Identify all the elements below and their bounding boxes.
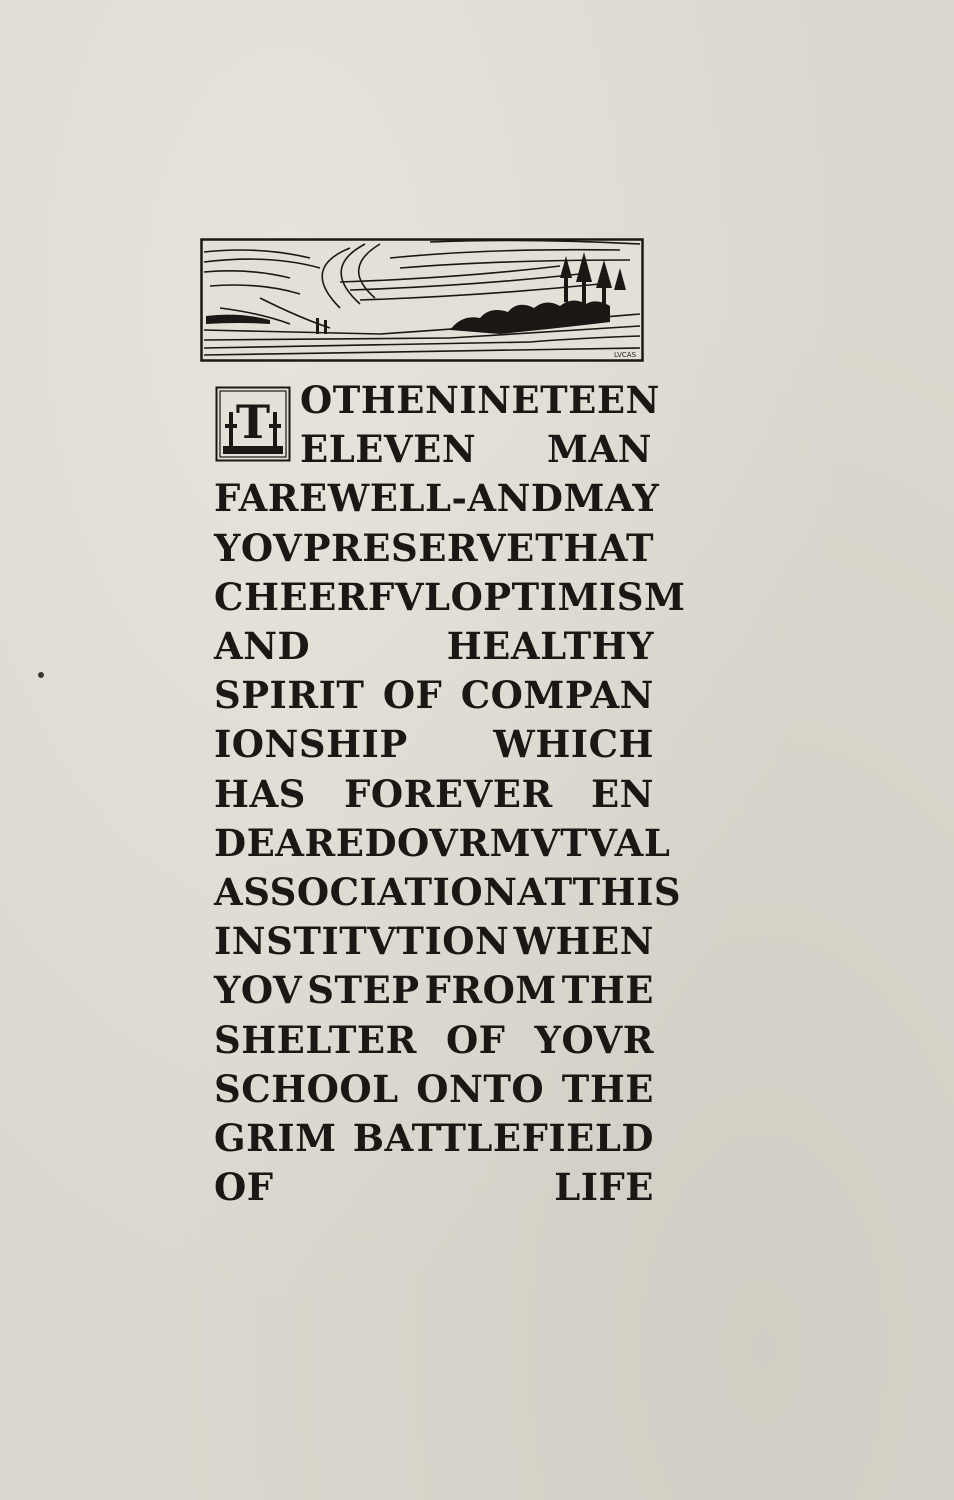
text-word: O xyxy=(300,378,333,422)
text-line xyxy=(214,919,654,963)
text-word: THIS xyxy=(572,870,682,914)
text-word: YOV xyxy=(214,968,303,1013)
text-word: THE xyxy=(561,968,654,1013)
text-word: AND xyxy=(214,624,311,668)
text-word: LIFE xyxy=(554,1165,654,1210)
text-word: NINETEEN xyxy=(424,378,660,422)
text-word: YOV xyxy=(214,525,303,570)
initial-letter-text: T xyxy=(235,395,271,449)
text-line xyxy=(214,772,654,816)
text-word: BATTLEFIELD xyxy=(352,1116,654,1160)
text-word: HEALTHY xyxy=(446,624,654,668)
text-line xyxy=(214,1067,654,1111)
text-word: ONTO xyxy=(416,1066,545,1111)
text-word: CHEERFVL xyxy=(214,574,451,619)
text-word: DEARED xyxy=(214,820,398,865)
text-word: WHICH xyxy=(493,722,654,767)
text-word: FROM xyxy=(424,968,557,1013)
text-word: OF xyxy=(445,1017,506,1062)
text-word: FOREVER xyxy=(344,771,553,816)
text-word: ASSOCIATION xyxy=(214,870,518,914)
text-word: OF xyxy=(214,1165,274,1210)
text-word: WHEN xyxy=(513,919,654,964)
landscape-woodcut-illustration xyxy=(200,238,644,362)
text-line xyxy=(214,526,654,570)
text-line xyxy=(214,624,654,668)
text-word: SCHOOL xyxy=(214,1066,399,1111)
text-word: YOVR xyxy=(534,1017,654,1062)
text-word: PRESERVE xyxy=(302,525,535,570)
decorative-initial-letter xyxy=(215,386,291,462)
text-word: THAT xyxy=(535,525,654,570)
text-word: IONSHIP xyxy=(214,722,408,767)
text-line xyxy=(214,968,654,1012)
text-line xyxy=(214,870,682,914)
text-word: SHELTER xyxy=(214,1017,417,1062)
text-word: AT xyxy=(517,870,573,914)
text-word: OPTIMISM xyxy=(450,574,686,619)
text-word: MAY xyxy=(563,476,660,521)
text-word: THE xyxy=(332,378,425,422)
text-word: MAN xyxy=(547,427,652,472)
text-line xyxy=(214,820,671,865)
text-word: MVTVAL xyxy=(489,820,671,865)
text-word: OF xyxy=(382,673,443,718)
text-word: STEP xyxy=(307,968,420,1013)
text-word: HAS xyxy=(214,771,306,816)
text-line xyxy=(214,1018,654,1062)
ink-speck xyxy=(38,672,44,678)
text-word: ELEVEN xyxy=(300,427,477,472)
text-line xyxy=(214,1116,654,1160)
text-line xyxy=(300,378,660,422)
text-word: FAREWELL-AND xyxy=(214,476,564,521)
text-word: OVR xyxy=(397,820,490,865)
text-word: INSTITVTION xyxy=(214,919,510,964)
text-line xyxy=(214,722,654,766)
text-word: COMPAN xyxy=(460,673,654,718)
text-word: GRIM xyxy=(214,1116,337,1160)
text-word: EN xyxy=(590,771,654,816)
text-word: SPIRIT xyxy=(214,673,365,718)
text-line xyxy=(300,427,652,471)
text-line xyxy=(214,476,660,521)
text-line xyxy=(214,1165,654,1209)
text-line xyxy=(214,673,654,717)
svg-text:LVCAS: LVCAS xyxy=(614,351,637,359)
text-line xyxy=(214,574,686,619)
text-word: THE xyxy=(561,1066,654,1111)
